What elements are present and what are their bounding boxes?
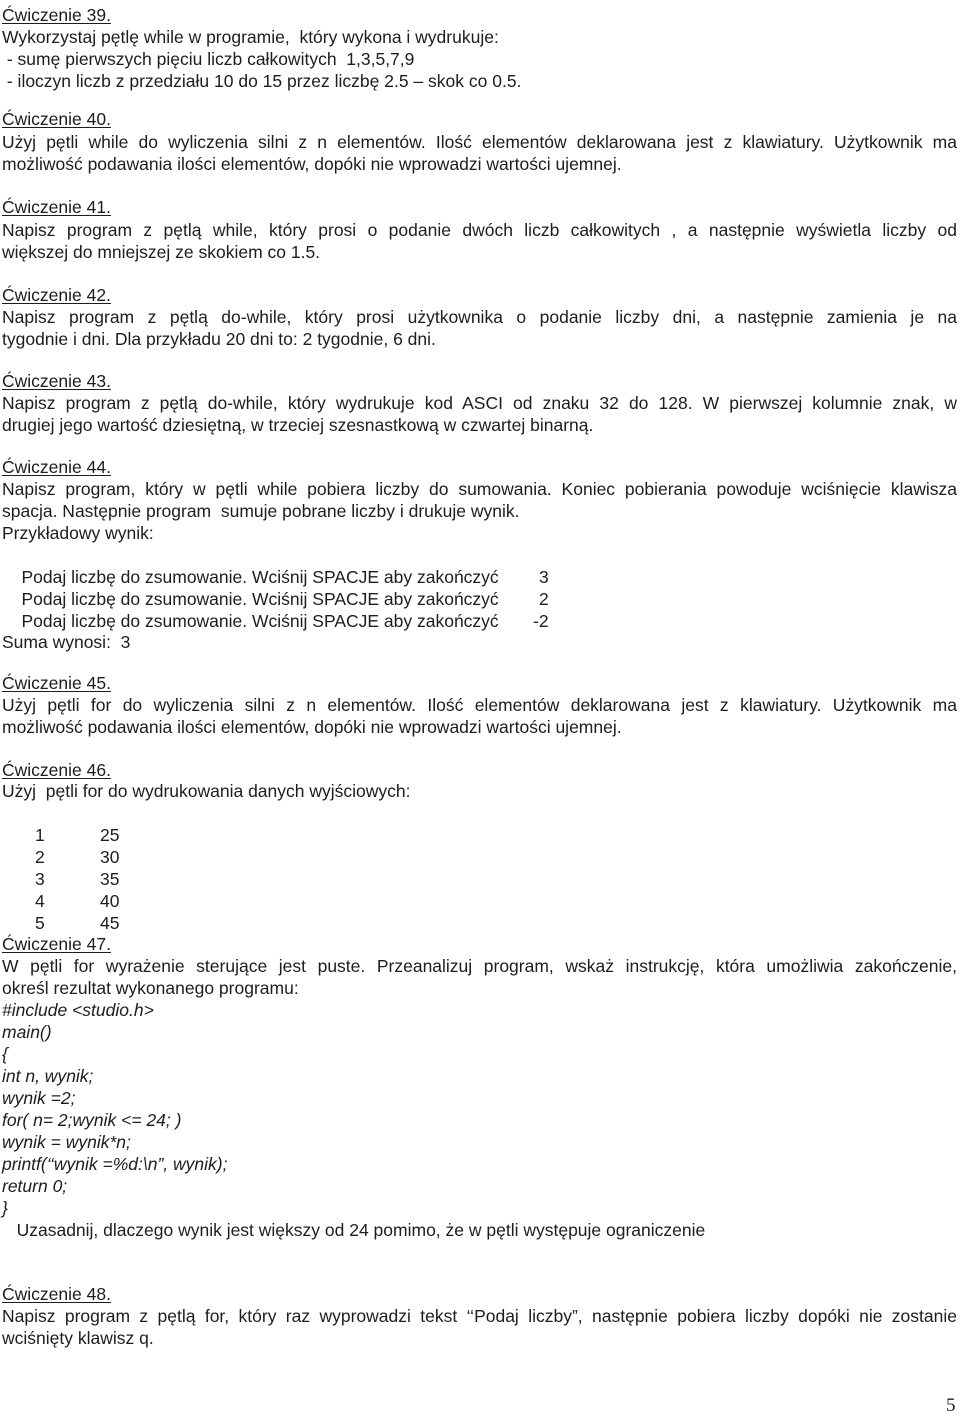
exercise-46-text: Użyj pętli for do wydrukowania danych wyjściowych: bbox=[2, 781, 411, 801]
sample-output-value: 2 bbox=[539, 589, 549, 609]
exercise-40-text: Użyj pętli while do wyliczenia silni z n elementów. Ilość elementów deklarowana jest z klawiatury. Użytkownik ma bbox=[2, 132, 957, 152]
code-line: for( n= 2;wynik <= 24; ) bbox=[2, 1110, 182, 1130]
code-line: main() bbox=[2, 1022, 52, 1042]
exercise-39-heading: Ćwiczenie 39. bbox=[2, 5, 111, 25]
sample-output-value: -2 bbox=[533, 611, 549, 631]
output-table-cell: 40 bbox=[100, 891, 120, 911]
output-table-cell: 30 bbox=[100, 847, 120, 867]
exercise-40-text: możliwość podawania ilości elementów, dopóki nie wprowadzi wartości ujemnej. bbox=[2, 154, 622, 174]
exercise-45-text: Użyj pętli for do wyliczenia silni z n elementów. Ilość elementów deklarowana jest z klawiatury. Użytkownik ma bbox=[2, 695, 957, 715]
sample-output-prompt: Podaj liczbę do zsumowanie. Wciśnij SPACJE aby zakończyć bbox=[21, 611, 499, 631]
code-line: wynik = wynik*n; bbox=[2, 1132, 131, 1152]
output-table-cell: 25 bbox=[100, 825, 120, 845]
output-table-cell: 35 bbox=[100, 869, 120, 889]
sample-output-row bbox=[2, 566, 549, 609]
exercise-44-text: spacja. Następnie program sumuje pobrane liczby i drukuje wynik. bbox=[2, 501, 520, 521]
code-line: return 0; bbox=[2, 1176, 68, 1196]
exercise-43-text: drugiej jego wartość dziesiętną, w trzeciej szesnastkową w czwartej binarną. bbox=[2, 415, 594, 435]
output-table-cell: 1 bbox=[35, 825, 45, 845]
exercise-47-text: W pętli for wyrażenie sterujące jest puste. Przeanalizuj program, wskaż instrukcję, która umożliwia zakończenie, bbox=[2, 956, 957, 976]
exercise-48-text: wciśnięty klawisz q. bbox=[2, 1328, 154, 1348]
output-table-cell: 4 bbox=[35, 891, 45, 911]
code-line: wynik =2; bbox=[2, 1088, 76, 1108]
exercise-43-text: Napisz program z pętlą do-while, który wydrukuje kod ASCI od znaku 32 do 128. W pierwszej kolumnie znak, w bbox=[2, 393, 957, 413]
sample-output-prompt: Podaj liczbę do zsumowanie. Wciśnij SPACJE aby zakończyć bbox=[21, 567, 499, 587]
output-table-cell: 3 bbox=[35, 869, 45, 889]
sample-output-row bbox=[2, 588, 549, 631]
exercise-44-text: Napisz program, który w pętli while pobiera liczby do sumowania. Koniec pobierania powoduje wciśnięcie klawisza bbox=[2, 479, 957, 499]
code-line: { bbox=[2, 1044, 8, 1064]
exercise-42-heading: Ćwiczenie 42. bbox=[2, 285, 111, 305]
exercise-41-text: Napisz program z pętlą while, który prosi o podanie dwóch liczb całkowitych , a następnie wyświetla liczby od bbox=[2, 220, 957, 240]
output-table-cell: 5 bbox=[35, 913, 45, 933]
output-table-row bbox=[2, 802, 120, 845]
page-number: 5 bbox=[946, 1395, 956, 1416]
exercise-47-text: określ rezultat wykonanego programu: bbox=[2, 978, 299, 998]
exercise-41-text: większej do mniejszej ze skokiem co 1.5. bbox=[2, 242, 321, 262]
exercise-39-item: - sumę pierwszych pięciu liczb całkowitych 1,3,5,7,9 bbox=[2, 49, 415, 69]
code-line: #include <studio.h> bbox=[2, 1000, 154, 1020]
output-table-cell: 45 bbox=[100, 913, 120, 933]
exercise-45-text: możliwość podawania ilości elementów, dopóki nie wprowadzi wartości ujemnej. bbox=[2, 717, 622, 737]
code-line: printf(‘‘wynik =%d:\n”, wynik); bbox=[2, 1154, 228, 1174]
sample-output-sum: Suma wynosi: 3 bbox=[2, 632, 131, 652]
exercise-41-heading: Ćwiczenie 41. bbox=[2, 197, 111, 217]
exercise-45-heading: Ćwiczenie 45. bbox=[2, 673, 111, 693]
code-line: } bbox=[2, 1198, 8, 1218]
code-line: int n, wynik; bbox=[2, 1066, 94, 1086]
sample-output-value: 3 bbox=[539, 567, 549, 587]
exercise-47-heading: Ćwiczenie 47. bbox=[2, 934, 111, 954]
sample-output-prompt: Podaj liczbę do zsumowanie. Wciśnij SPACJE aby zakończyć bbox=[21, 589, 499, 609]
exercise-48-text: Napisz program z pętlą for, który raz wyprowadzi tekst ‘‘Podaj liczby”, następnie pobiera liczby dopóki nie zostanie bbox=[2, 1306, 957, 1326]
exercise-39-text: Wykorzystaj pętlę while w programie, który wykona i wydrukuje: bbox=[2, 27, 499, 47]
exercise-42-text: Napisz program z pętlą do-while, który prosi użytkownika o podanie liczby dni, a następnie zamienia je na bbox=[2, 307, 957, 327]
sample-output-row bbox=[2, 544, 549, 587]
exercise-40-heading: Ćwiczenie 40. bbox=[2, 109, 111, 129]
exercise-48-heading: Ćwiczenie 48. bbox=[2, 1284, 111, 1304]
output-table-cell: 2 bbox=[35, 847, 45, 867]
exercise-44-text: Przykładowy wynik: bbox=[2, 523, 154, 543]
exercise-47-note: Uzasadnij, dlaczego wynik jest większy od 24 pomimo, że w pętli występuje ograniczenie bbox=[2, 1220, 706, 1240]
exercise-44-heading: Ćwiczenie 44. bbox=[2, 457, 111, 477]
exercise-39-item: - iloczyn liczb z przedziału 10 do 15 przez liczbę 2.5 – skok co 0.5. bbox=[2, 71, 522, 91]
exercise-43-heading: Ćwiczenie 43. bbox=[2, 371, 111, 391]
exercise-46-heading: Ćwiczenie 46. bbox=[2, 760, 111, 780]
exercise-42-text: tygodnie i dni. Dla przykładu 20 dni to: 2 tygodnie, 6 dni. bbox=[2, 329, 436, 349]
